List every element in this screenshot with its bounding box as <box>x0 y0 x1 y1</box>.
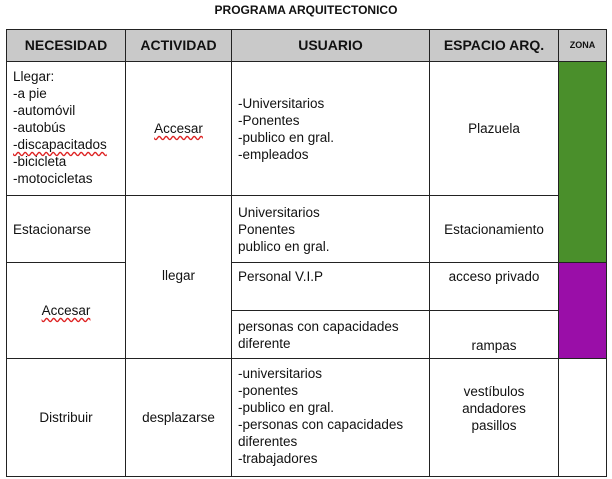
usuario-line: -Universitarios <box>238 95 325 111</box>
usuario-line: -trabajadores <box>238 451 318 466</box>
usuario-cell <box>232 62 430 196</box>
espacio-cell: acceso privado <box>430 263 559 311</box>
header-zona: ZONA <box>559 30 607 62</box>
usuario-cell <box>232 359 430 477</box>
necesidad-line: -a pie <box>13 86 47 101</box>
usuario-cell: Personal V.I.P <box>232 263 430 311</box>
espacio-line: vestíbulos <box>463 384 525 399</box>
zone-green <box>559 62 607 263</box>
usuario-cell <box>232 311 430 359</box>
actividad-cell: desplazarse <box>126 359 232 477</box>
table-row <box>7 196 607 263</box>
header-espacio: ESPACIO ARQ. <box>430 30 559 62</box>
table-header-row <box>7 30 607 62</box>
header-usuario: USUARIO <box>232 30 430 62</box>
espacio-line: pasillos <box>471 418 517 433</box>
table-row <box>7 62 607 196</box>
necesidad-line: -motocicletas <box>13 171 93 186</box>
necesidad-cell <box>7 62 126 196</box>
usuario-line: -publico en gral. <box>238 400 335 415</box>
actividad-cell <box>126 196 232 359</box>
usuario-line: -personas con capacidades <box>238 417 404 432</box>
zone-purple <box>559 263 607 359</box>
necesidad-line: -bicicleta <box>13 154 67 169</box>
usuario-line: Ponentes <box>238 221 296 237</box>
program-table <box>6 29 607 477</box>
necesidad-cell <box>7 263 126 359</box>
page-title: PROGRAMA ARQUITECTONICO <box>214 3 398 17</box>
necesidad-line: Llegar: <box>13 69 55 84</box>
usuario-line: -Ponentes <box>238 112 300 128</box>
espacio-cell <box>430 359 559 477</box>
espacio-cell: rampas <box>430 311 559 359</box>
actividad-cell <box>126 62 232 196</box>
necesidad-line: -autobús <box>13 120 66 135</box>
table-row <box>7 263 607 311</box>
necesidad-line: -automóvil <box>13 103 76 118</box>
usuario-cell <box>232 196 430 263</box>
usuario-line: Universitarios <box>238 204 320 220</box>
necesidad-cell: Distribuir <box>7 359 126 477</box>
table-row <box>7 359 607 477</box>
zone-striped <box>559 359 607 477</box>
usuario-line: diferentes <box>238 434 298 449</box>
usuario-line: personas con capacidades <box>238 318 399 334</box>
necesidad-text: Accesar <box>41 303 91 318</box>
espacio-line: andadores <box>462 401 526 416</box>
necesidad-line: -discapacitados <box>13 137 107 152</box>
usuario-line: publico en gral. <box>238 238 330 254</box>
actividad-text: llegar <box>161 267 196 283</box>
espacio-cell: Plazuela <box>430 62 559 196</box>
usuario-line: -empleados <box>238 146 309 162</box>
usuario-line: -universitarios <box>238 366 323 381</box>
espacio-cell: Estacionamiento <box>430 196 559 263</box>
usuario-line: -publico en gral. <box>238 129 335 145</box>
header-actividad: ACTIVIDAD <box>126 30 232 62</box>
usuario-line: diferente <box>238 335 291 351</box>
necesidad-cell: Estacionarse <box>7 196 126 263</box>
actividad-text: Accesar <box>154 121 203 136</box>
usuario-line: -ponentes <box>238 383 299 398</box>
header-necesidad: NECESIDAD <box>7 30 126 62</box>
